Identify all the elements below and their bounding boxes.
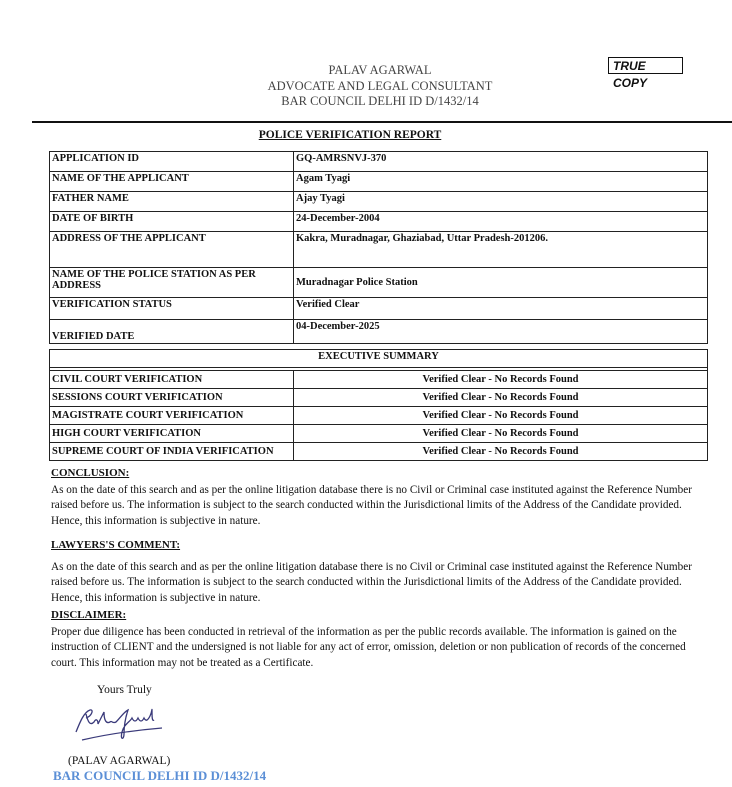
conclusion-heading: CONCLUSION: bbox=[51, 467, 130, 479]
advocate-name: PALAV AGARWAL bbox=[328, 63, 432, 77]
lawyers-comment-text: As on the date of this search and as per the online litigation database there is no Civil or Criminal case instituted against the Reference Number raised before us. The information is subject to the search conducted within the Jurisdictional limits of the Address of the Candidate provided. Hence, this information is subjective in nature. bbox=[51, 560, 692, 604]
table-row bbox=[50, 371, 708, 389]
advocate-role: ADVOCATE AND LEGAL CONSULTANT bbox=[267, 79, 493, 93]
handwritten-signature bbox=[68, 704, 168, 746]
row-value: Verified Clear - No Records Found bbox=[294, 389, 708, 407]
table-row bbox=[50, 443, 708, 461]
row-label: MAGISTRATE COURT VERIFICATION bbox=[50, 407, 294, 425]
disclaimer-section bbox=[51, 608, 701, 671]
row-label: VERIFIED DATE bbox=[50, 320, 294, 344]
row-label: FATHER NAME bbox=[50, 192, 294, 212]
table-row bbox=[50, 192, 708, 212]
applicant-details-table bbox=[49, 151, 708, 344]
summary-header-row bbox=[50, 350, 708, 368]
disclaimer-heading: DISCLAIMER: bbox=[51, 609, 127, 621]
table-row bbox=[50, 389, 708, 407]
row-label: SUPREME COURT OF INDIA VERIFICATION bbox=[50, 443, 294, 461]
row-label: ADDRESS OF THE APPLICANT bbox=[50, 232, 294, 268]
table-row bbox=[50, 212, 708, 232]
row-value: Kakra, Muradnagar, Ghaziabad, Uttar Pradesh-201206. bbox=[294, 232, 708, 268]
row-value: Verified Clear - No Records Found bbox=[294, 443, 708, 461]
summary-heading: EXECUTIVE SUMMARY bbox=[50, 350, 708, 368]
report-title: POLICE VERIFICATION REPORT bbox=[258, 129, 442, 141]
row-label: APPLICATION ID bbox=[50, 152, 294, 172]
executive-summary-table bbox=[49, 349, 708, 461]
table-row bbox=[50, 172, 708, 192]
conclusion-section bbox=[51, 466, 701, 529]
lawyers-comment-heading: LAWYERS'S COMMENT: bbox=[51, 539, 181, 551]
header-divider bbox=[32, 121, 732, 123]
lawyers-comment-section bbox=[51, 538, 701, 606]
row-label: VERIFICATION STATUS bbox=[50, 298, 294, 320]
table-row bbox=[50, 320, 708, 344]
row-label: SESSIONS COURT VERIFICATION bbox=[50, 389, 294, 407]
advocate-bar-id: BAR COUNCIL DELHI ID D/1432/14 bbox=[281, 94, 479, 108]
closing-text: Yours Truly bbox=[97, 684, 152, 696]
row-value: Verified Clear - No Records Found bbox=[294, 425, 708, 443]
row-value: 04-December-2025 bbox=[294, 320, 708, 344]
row-value: Ajay Tyagi bbox=[294, 192, 708, 212]
signatory-name: (PALAV AGARWAL) bbox=[68, 755, 171, 767]
table-row bbox=[50, 407, 708, 425]
row-label: CIVIL COURT VERIFICATION bbox=[50, 371, 294, 389]
row-value: Verified Clear - No Records Found bbox=[294, 407, 708, 425]
table-row bbox=[50, 298, 708, 320]
table-row bbox=[50, 268, 708, 298]
conclusion-text: As on the date of this search and as per the online litigation database there is no Civil or Criminal case instituted against the Reference Number raised before us. The information is subject to the search conducted within the Jurisdictional limits of the Address of the Candidate provided. Hence, this information is subjective in nature. bbox=[51, 483, 692, 527]
row-label: NAME OF THE APPLICANT bbox=[50, 172, 294, 192]
table-row bbox=[50, 232, 708, 268]
true-copy-stamp: TRUE COPY bbox=[608, 57, 683, 74]
disclaimer-text: Proper due diligence has been conducted in retrieval of the information as per the public records available. The information is gained on the instruction of CLIENT and the undersigned is not liable for any act of error, omission, deletion or non publication of records of the concerned court. This information may not be treated as a Certificate. bbox=[51, 625, 686, 669]
row-value: Verified Clear - No Records Found bbox=[294, 371, 708, 389]
table-row bbox=[50, 425, 708, 443]
row-label: NAME OF THE POLICE STATION AS PER ADDRESS bbox=[50, 268, 294, 298]
row-label: DATE OF BIRTH bbox=[50, 212, 294, 232]
row-value: 24-December-2004 bbox=[294, 212, 708, 232]
row-value: Verified Clear bbox=[294, 298, 708, 320]
row-value: Muradnagar Police Station bbox=[294, 268, 708, 298]
row-label: HIGH COURT VERIFICATION bbox=[50, 425, 294, 443]
signatory-bar-id: BAR COUNCIL DELHI ID D/1432/14 bbox=[53, 768, 267, 783]
row-value: GQ-AMRSNVJ-370 bbox=[294, 152, 708, 172]
table-row bbox=[50, 152, 708, 172]
row-value: Agam Tyagi bbox=[294, 172, 708, 192]
